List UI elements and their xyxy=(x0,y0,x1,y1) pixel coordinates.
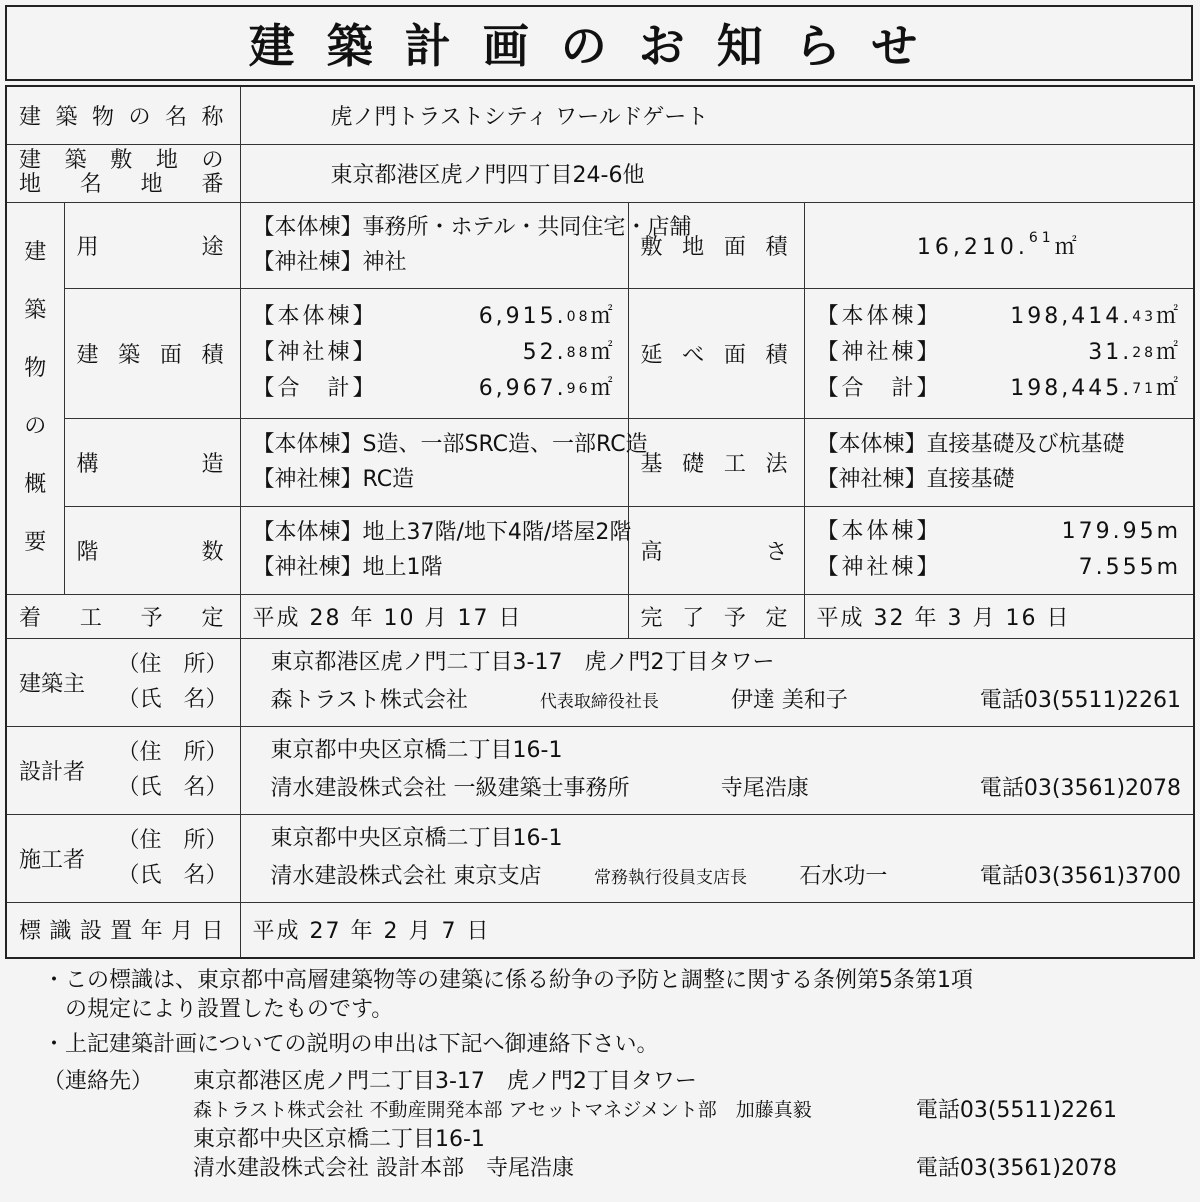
site-area-value xyxy=(804,202,1194,288)
notes-section xyxy=(5,958,1193,1198)
site-area-label: 敷地面積 xyxy=(628,202,804,288)
height-shrine xyxy=(817,550,1182,586)
contact-label: （連絡先） xyxy=(43,1069,154,1094)
owner-address-line xyxy=(271,644,1182,682)
contractor-company: 清水建設株式会社 東京支店 xyxy=(270,863,542,889)
contractor-title: 常務執行役員支店長 xyxy=(593,867,747,888)
contractor-name-label: （氏 名） xyxy=(117,863,228,888)
use-row xyxy=(6,202,1194,288)
building-area-shrine xyxy=(253,335,616,371)
contractor-address-line xyxy=(271,820,1182,858)
building-area-total xyxy=(253,371,616,407)
floor-area-shrine-num xyxy=(1088,335,1181,371)
floor-area-shrine-tag: 【神社棟】 xyxy=(816,340,942,365)
floor-area-total xyxy=(817,371,1182,407)
contractor-address: 東京都中央区京橋二丁目16-1 xyxy=(270,825,563,851)
floor-area-main-dec: 43 xyxy=(1132,309,1157,325)
height-main-tag: 【本体棟】 xyxy=(816,519,942,544)
owner-phone: 電話03(5511)2261 xyxy=(979,687,1182,713)
use-label: 用途 xyxy=(64,202,240,288)
floor-area-shrine-dec: 28 xyxy=(1132,345,1157,361)
floor-area-shrine-int: 31. xyxy=(1088,340,1133,365)
building-area-total-int: 6,967. xyxy=(478,376,567,401)
building-area-main-unit: ㎡ xyxy=(590,304,616,329)
completion-label: 完了予定 xyxy=(628,594,804,638)
floor-area-total-num xyxy=(1010,371,1181,407)
contractor-row xyxy=(6,814,1194,902)
note-line-1: ・この標識は、東京都中高層建築物等の建築に係る紛争の予防と調整に関する条例第5条第1項 xyxy=(43,968,973,993)
designer-company: 清水建設株式会社 一級建築士事務所 xyxy=(270,776,630,801)
start-value: 平成 28 年 10 月 17 日 xyxy=(240,594,628,638)
building-area-total-tag: 【合 計】 xyxy=(252,376,378,401)
building-area-shrine-num xyxy=(523,335,616,371)
designer-person: 寺尾浩康 xyxy=(720,776,809,801)
foundation-label: 基礎工法 xyxy=(628,418,804,506)
use-shrine: 【神社棟】神社 xyxy=(252,250,407,275)
contact-2-phone: 電話03(3561)2078 xyxy=(915,1156,1117,1181)
building-area-shrine-int: 52. xyxy=(522,340,567,365)
floor-area-label: 延べ面積 xyxy=(628,288,804,418)
owner-person: 伊達 美和子 xyxy=(730,687,848,713)
floor-area-total-dec: 71 xyxy=(1132,381,1157,397)
height-shrine-value: 7.555m xyxy=(1078,555,1182,580)
contractor-phone: 電話03(3561)3700 xyxy=(979,863,1182,889)
building-area-main-tag: 【本体棟】 xyxy=(252,304,378,329)
designer-name-line xyxy=(271,770,1182,808)
designer-address-line xyxy=(271,732,1182,770)
floors-label: 階数 xyxy=(64,506,240,594)
sign-date-row xyxy=(6,902,1194,958)
use-main: 【本体棟】事務所・ホテル・共同住宅・店舗 xyxy=(252,215,692,240)
contractor-label: 施工者 xyxy=(19,847,86,873)
designer-addr-label: （住 所） xyxy=(117,740,228,765)
building-name-row xyxy=(6,86,1194,144)
building-area-main-int: 6,915. xyxy=(478,304,567,329)
building-area-shrine-unit: ㎡ xyxy=(590,340,616,365)
floor-area-total-tag: 【合 計】 xyxy=(816,376,942,401)
structure-label: 構造 xyxy=(64,418,240,506)
contact-1-name: 森トラスト株式会社 不動産開発本部 アセットマネジメント部 加藤真毅 xyxy=(193,1099,812,1121)
note-line-2: の規定により設置したものです。 xyxy=(43,997,394,1022)
floor-area-main-num xyxy=(1010,299,1181,335)
height-main xyxy=(817,514,1182,550)
use-value xyxy=(240,202,692,288)
contractor-name-line xyxy=(271,858,1182,897)
building-area-main-dec: 08 xyxy=(566,309,591,325)
foundation-value xyxy=(804,418,1194,506)
building-area-total-unit: ㎡ xyxy=(590,376,616,401)
schedule-row xyxy=(6,594,1194,638)
contractor-labels xyxy=(6,814,240,902)
foundation-main: 【本体棟】直接基礎及び杭基礎 xyxy=(816,432,1125,457)
owner-name-label: （氏 名） xyxy=(117,687,228,712)
contractor-addr-label: （住 所） xyxy=(117,828,228,853)
building-area-value xyxy=(240,288,628,418)
building-area-main xyxy=(253,299,616,335)
owner-labels xyxy=(6,638,240,726)
floor-area-total-int: 198,445. xyxy=(1010,376,1133,401)
site-address-label-2: 地名地番 xyxy=(19,172,228,197)
completion-value: 平成 32 年 3 月 16 日 xyxy=(804,594,1194,638)
building-name-label: 建築物の名称 xyxy=(6,86,240,144)
contact-1-address: 東京都港区虎ノ門二丁目3-17 虎ノ門2丁目タワー xyxy=(193,1069,697,1094)
sign-date-label: 標識設置年月日 xyxy=(6,902,240,958)
building-area-shrine-tag: 【神社棟】 xyxy=(252,340,378,365)
height-shrine-tag: 【神社棟】 xyxy=(816,555,942,580)
contact-2-name: 清水建設株式会社 設計本部 寺尾浩康 xyxy=(193,1156,574,1181)
contact-2-address: 東京都中央区京橋二丁目16-1 xyxy=(193,1127,485,1152)
structure-value xyxy=(240,418,648,506)
floor-area-value xyxy=(804,288,1194,418)
contact-entries xyxy=(193,1067,1177,1183)
structure-shrine: 【神社棟】RC造 xyxy=(252,467,415,492)
foundation-shrine: 【神社棟】直接基礎 xyxy=(816,467,1015,492)
structure-main: 【本体棟】S造、一部SRC造、一部RC造 xyxy=(252,432,648,457)
owner-row xyxy=(6,638,1194,726)
owner-name-line xyxy=(271,682,1182,721)
site-area-dec: 61 xyxy=(1028,229,1055,246)
building-area-total-dec: 96 xyxy=(566,381,591,397)
overview-label xyxy=(6,202,64,594)
floor-area-shrine xyxy=(817,335,1182,371)
notice-title: 建築計画のお知らせ xyxy=(5,5,1193,81)
overview-label-text: 建築物の概要 xyxy=(24,240,47,555)
contact-1-phone: 電話03(5511)2261 xyxy=(915,1098,1117,1123)
floors-shrine: 【神社棟】地上1階 xyxy=(252,555,443,580)
designer-value xyxy=(240,726,1194,814)
owner-title: 代表取締役社長 xyxy=(539,691,659,712)
contact-2-name-line xyxy=(193,1154,1177,1183)
designer-row xyxy=(6,726,1194,814)
building-area-total-num xyxy=(479,371,616,407)
height-main-value: 179.95m xyxy=(1061,519,1182,544)
contact-1-name-line xyxy=(193,1096,1177,1125)
floors-value xyxy=(240,506,632,594)
site-area-unit: ㎡ xyxy=(1054,234,1081,260)
floor-area-total-unit: ㎡ xyxy=(1156,376,1182,401)
site-address-label-1: 建築敷地の xyxy=(19,148,228,173)
building-area-label: 建築面積 xyxy=(64,288,240,418)
designer-label: 設計者 xyxy=(19,759,86,785)
contractor-value xyxy=(240,814,1194,902)
contractor-person: 石水功一 xyxy=(799,863,888,889)
owner-label: 建築主 xyxy=(19,671,86,697)
area-row xyxy=(6,288,1194,418)
designer-address: 東京都中央区京橋二丁目16-1 xyxy=(270,738,563,763)
sign-date-value: 平成 27 年 2 月 7 日 xyxy=(240,902,1194,958)
note-line-3: ・上記建築計画についての説明の申出は下記へ御連絡下さい。 xyxy=(43,1032,659,1057)
building-area-main-num xyxy=(479,299,616,335)
start-label: 着工予定 xyxy=(6,594,240,638)
owner-value xyxy=(240,638,1194,726)
height-label: 高さ xyxy=(628,506,804,594)
owner-address: 東京都港区虎ノ門二丁目3-17 虎ノ門2丁目タワー xyxy=(270,649,775,675)
owner-company: 森トラスト株式会社 xyxy=(270,687,468,713)
floor-area-main-int: 198,414. xyxy=(1010,304,1133,329)
designer-labels xyxy=(6,726,240,814)
floors-main: 【本体棟】地上37階/地下4階/塔屋2階 xyxy=(252,520,632,545)
floor-area-main-unit: ㎡ xyxy=(1156,304,1182,329)
site-address-row xyxy=(6,144,1194,202)
site-area-int: 16,210. xyxy=(916,234,1029,260)
site-address-label xyxy=(6,144,240,202)
owner-addr-label: （住 所） xyxy=(117,652,228,677)
designer-phone: 電話03(3561)2078 xyxy=(979,776,1182,801)
floor-area-main-tag: 【本体棟】 xyxy=(816,304,942,329)
building-area-shrine-dec: 88 xyxy=(566,345,591,361)
structure-row xyxy=(6,418,1194,506)
floor-area-shrine-unit: ㎡ xyxy=(1156,340,1182,365)
designer-name-label: （氏 名） xyxy=(117,775,228,800)
floors-row xyxy=(6,506,1194,594)
plan-table xyxy=(5,85,1195,959)
floor-area-main xyxy=(817,299,1182,335)
contact-block xyxy=(43,1067,1177,1183)
height-value xyxy=(804,506,1194,594)
building-name-value: 虎ノ門トラストシティ ワールドゲート xyxy=(240,86,1194,144)
site-address-value: 東京都港区虎ノ門四丁目24-6他 xyxy=(240,144,1194,202)
